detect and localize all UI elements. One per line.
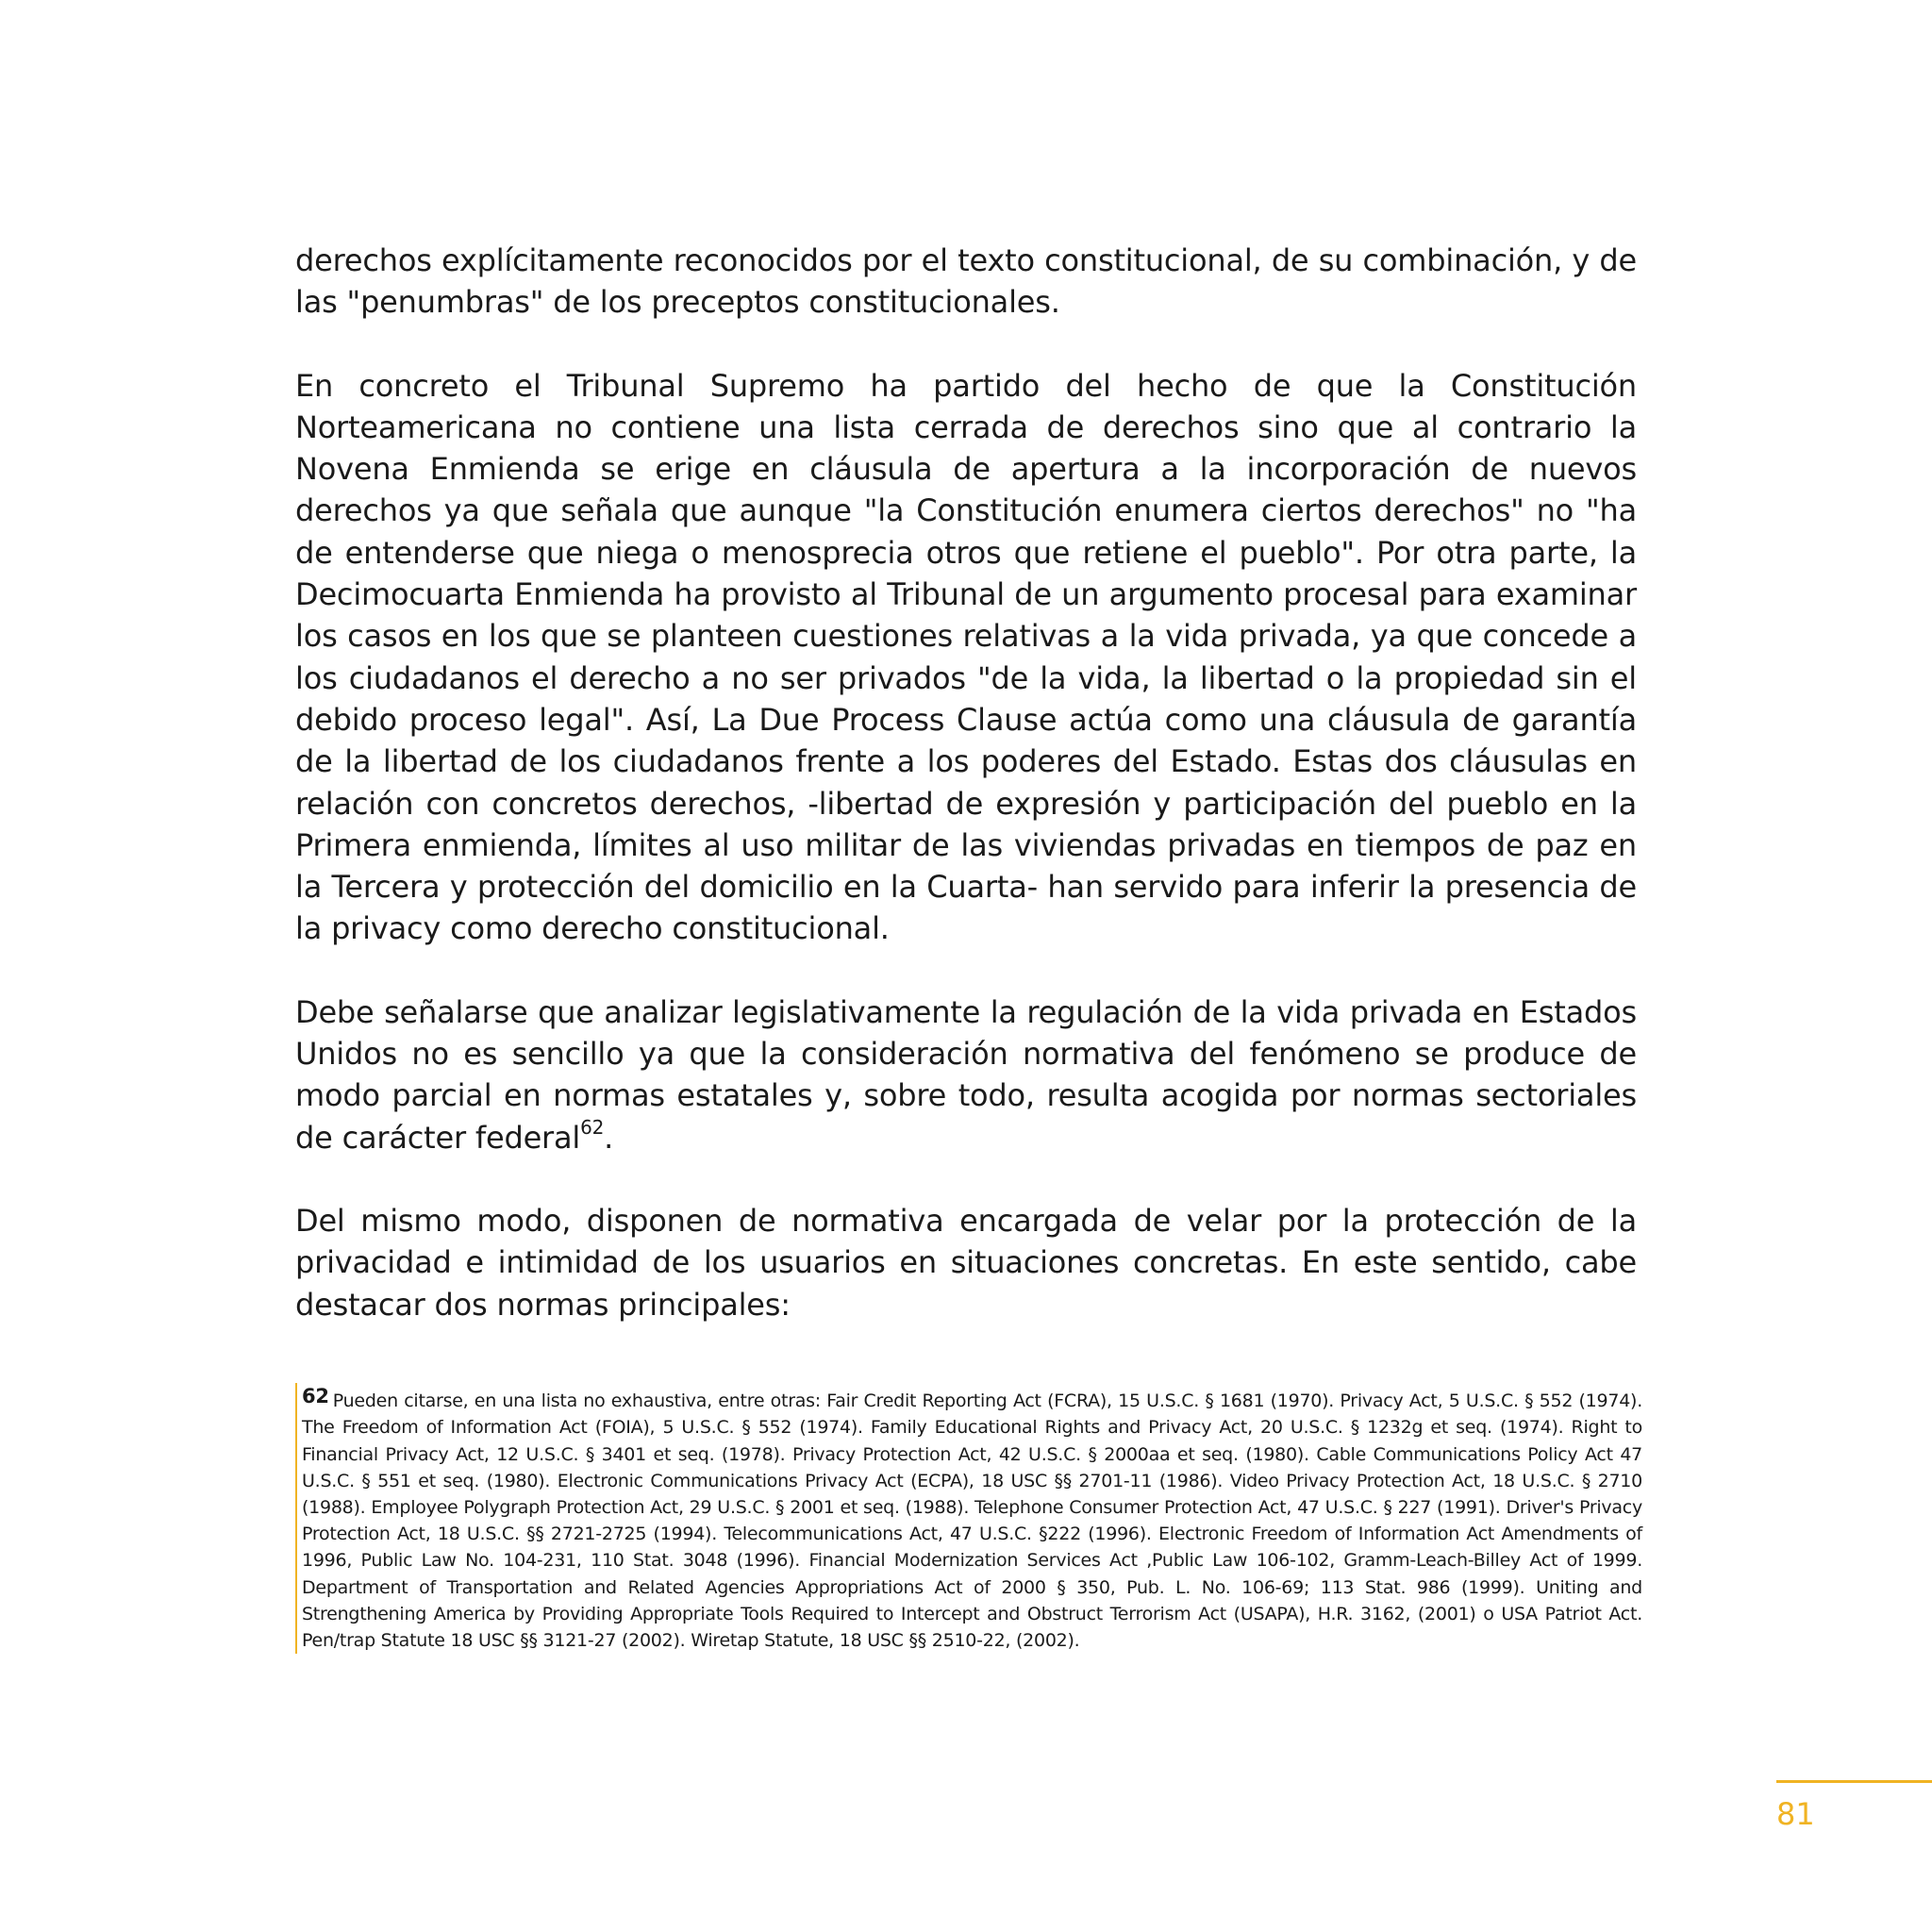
footnote-number: 62 [302, 1385, 329, 1407]
paragraph-4: Del mismo modo, disponen de normativa encargada de velar por la protección de la privacidad e intimidad de los usuarios en situaciones concretas. En este sentido, cabe destacar dos normas principales: [295, 1202, 1637, 1323]
body-text [295, 240, 1637, 1367]
footnote [295, 1383, 1642, 1654]
page-number-rule [1776, 1780, 1932, 1783]
page-number: 81 [1776, 1796, 1815, 1832]
paragraph-3-period: . [604, 1119, 614, 1156]
paragraph-2: En concreto el Tribunal Supremo ha partido del hecho de que la Constitución Norteamericana no contiene una lista cerrada de derechos sino que al contrario la Novena Enmienda se erige en cláusula de apertura a la incorporación de nuevos derechos ya que señala que aunque "la Constitución enumera ciertos derechos" no "ha de entenderse que niega o menosprecia otros que retiene el pueblo". Por otra parte, la Decimocuarta Enmienda ha provisto al Tribunal de un argumento procesal para examinar los casos en los que se planteen cuestiones relativas a la vida privada, ya que concede a los ciudadanos el derecho a no ser privados "de la vida, la libertad o la propiedad sin el debido proceso legal". Así, La Due Process Clause actúa como una cláusula de garantía de la libertad de los ciudadanos frente a los poderes del Estado. Estas dos cláusulas en relación con concretos derechos, -libertad de expresión y participación del pueblo en la Primera enmienda, límites al uso militar de las viviendas privadas en tiempos de paz en la Tercera y protección del domicilio en la Cuarta- han servido para inferir la presencia de la privacy como derecho constitucional. [295, 367, 1637, 947]
paragraph-3 [295, 991, 1637, 1158]
paragraph-1: derechos explícitamente reconocidos por el texto constitucional, de su combinación, y de las "penumbras" de los preceptos constitucionales. [295, 242, 1637, 321]
footnote-reference[interactable]: 62 [580, 1115, 605, 1139]
footnote-text: Pueden citarse, en una lista no exhaustiva, entre otras: Fair Credit Reporting Act (FCRA), 15 U.S.C. § 1681 (1970). Privacy Act, 5 U.S.C. § 552 (1974). The Freedom of Information Act (FOIA), 5 U.S.C. § 552 (1974). Family Educational Rights and Privacy Act, 20 U.S.C. § 1232g et seq. (1974). Right to Financial Privacy Act, 12 U.S.C. § 3401 et seq. (1978). Privacy Protection Act, 42 U.S.C. § 2000aa et seq. (1980). Cable Communications Policy Act 47 U.S.C. § 551 et seq. (1980). Electronic Communications Privacy Act (ECPA), 18 USC §§ 2701-11 (1986). Video Privacy Protection Act, 18 U.S.C. § 2710 (1988). Employee Polygraph Protection Act, 29 U.S.C. § 2001 et seq. (1988). Telephone Consumer Protection Act, 47 U.S.C. § 227 (1991). Driver's Privacy Protection Act, 18 U.S.C. §§ 2721-2725 (1994). Telecommunications Act, 47 U.S.C. §222 (1996). Electronic Freedom of Information Act Amendments of 1996, Public Law No. 104-231, 110 Stat. 3048 (1996). Financial Modernization Services Act ,Public Law 106-102, Gramm-Leach-Billey Act of 1999. Department of Transportation and Related Agencies Appropriations Act of 2000 § 350, Pub. L. No. 106-69; 113 Stat. 986 (1999). Uniting and Strengthening America by Providing Appropriate Tools Required to Intercept and Obstruct Terrorism Act (USAPA), H.R. 3162, (2001) o USA Patriot Act. Pen/trap Statute 18 USC §§ 3121-27 (2002). Wiretap Statute, 18 USC §§ 2510-22, (2002). [302, 1391, 1642, 1652]
paragraph-3-text: Debe señalarse que analizar legislativamente la regulación de la vida privada en Estados Unidos no es sencillo ya que la consideración normativa del fenómeno se produce de modo parcial en normas estatales y, sobre todo, resulta acogida por normas sectoriales de carácter federal [295, 993, 1637, 1156]
footnote-body [302, 1383, 1642, 1654]
